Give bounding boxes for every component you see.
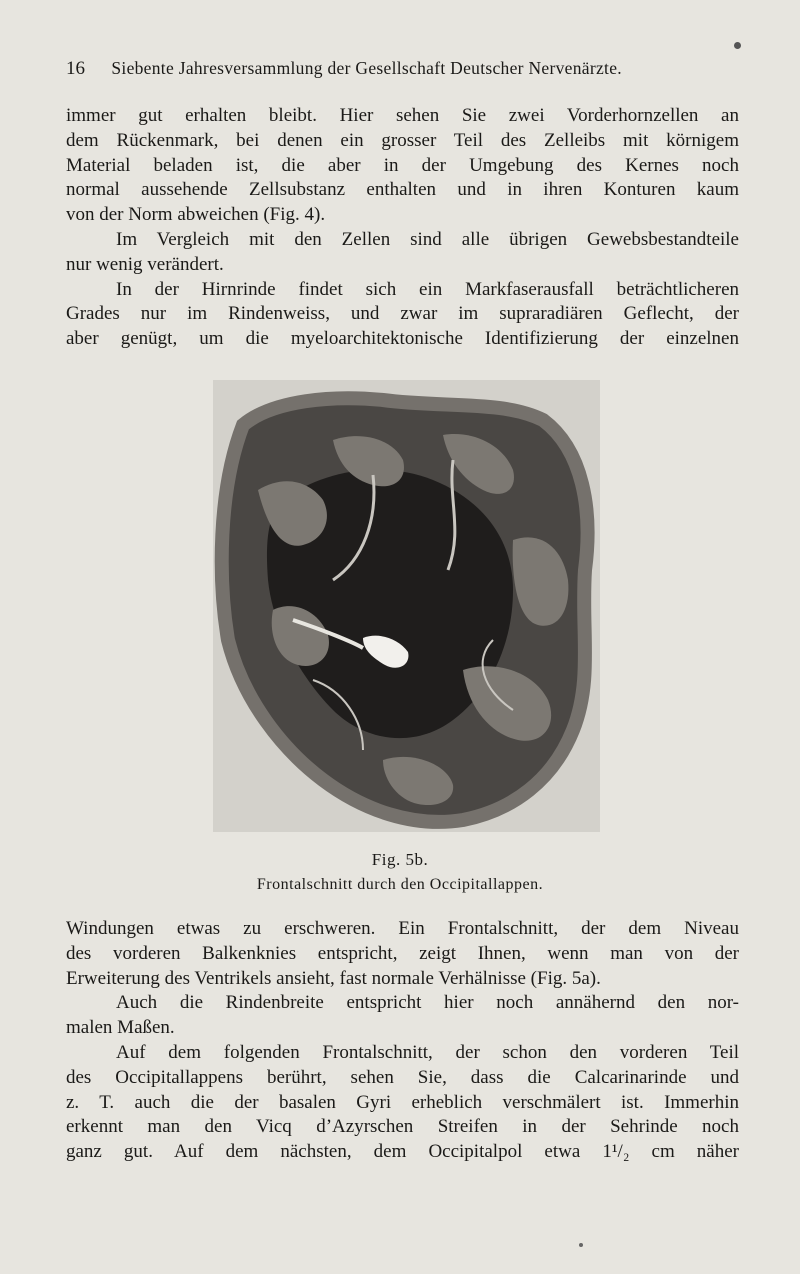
body-text-top [66,104,739,352]
body-text-bottom [66,917,739,1165]
text-line: Auch die Rindenbreite entspricht hier noch annähernd den nor- [116,992,739,1014]
text-line: z. T. auch die der basalen Gyri erheblich verschmälert ist. Immerhin [66,1091,739,1113]
brain-section-image [213,380,600,832]
text-line: nur wenig verändert. [66,253,224,275]
text-line: Auf dem folgenden Frontalschnitt, der schon den vorderen Teil [116,1041,739,1063]
text-line: Windungen etwas zu erschweren. Ein Frontalschnitt, der dem Niveau [66,918,739,939]
text-line: ganz gut. Auf dem nächsten, dem Occipitalpol etwa 1¹/₂ cm näher [66,1141,739,1163]
ink-spot-small [579,1243,583,1247]
text-line: des Occipitallappens berührt, sehen Sie, dass die Calcarinarinde und [66,1066,739,1088]
page-number: 16 [66,58,85,79]
text-line: dem Rückenmark, bei denen ein grosser Teil des Zelleibs mit körnigem [66,129,739,151]
text-line: immer gut erhalten bleibt. Hier sehen Sie zwei Vorderhornzellen an [66,105,739,126]
text-line: malen Maßen. [66,1017,175,1039]
text-line: Erweiterung des Ventrikels ansieht, fast normale Verhälnisse (Fig. 5a). [66,967,601,989]
figure-number: Fig. 5b. [371,850,429,869]
brain-section-figure [213,380,600,832]
text-line: von der Norm abweichen (Fig. 4). [66,204,326,226]
text-line: aber genügt, um die myeloarchitektonische Identifizierung der einzelnen [66,328,739,350]
running-header [66,58,726,80]
ink-spot [734,42,741,49]
text-line: normal aussehende Zellsubstanz enthalten und in ihren Konturen kaum [66,179,739,201]
text-line: In der Hirnrinde findet sich ein Markfaserausfall beträchtlicheren [116,278,739,300]
text-line: des vorderen Balkenknies entspricht, zeigt Ihnen, wenn man von der [66,942,739,964]
text-line: Grades nur im Rindenweiss, und zwar im supraradiären Geflecht, der [66,303,739,325]
text-line: erkennt man den Vicq d’Azyrschen Streifen in der Sehrinde noch [66,1116,739,1138]
text-line: Material beladen ist, die aber in der Umgebung des Kernes noch [66,154,739,176]
figure-caption: Frontalschnitt durch den Occipitallappen. [256,876,544,893]
text-line: Im Vergleich mit den Zellen sind alle übrigen Gewebsbestandteile [116,228,739,250]
running-title: Siebente Jahresversammlung der Gesellschaft Deutscher Nervenärzte. [111,58,622,78]
